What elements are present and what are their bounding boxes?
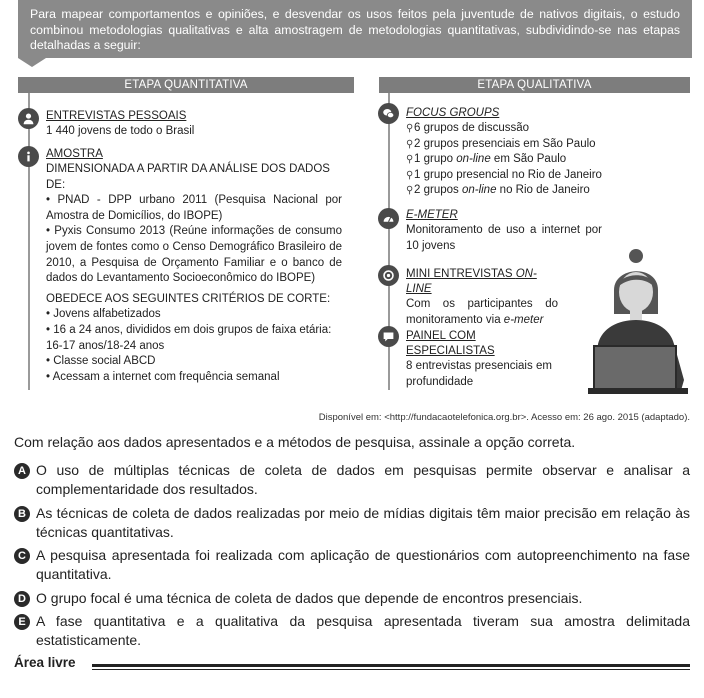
area-livre-rule-thin xyxy=(92,669,690,670)
option-b[interactable] xyxy=(14,504,690,542)
amostra-title: AMOSTRA xyxy=(46,148,103,160)
question-text: Com relação aos dados apresentados e a métodos de pesquisa, assinale a opção correta. xyxy=(14,434,576,450)
option-text: A pesquisa apresentada foi realizada com aplicação de questionários com autopreenchimento na fase quantitativa. xyxy=(36,547,690,582)
block-focus-groups xyxy=(406,106,606,199)
target-icon xyxy=(378,265,399,286)
focus-item: ⚲6 grupos de discussão xyxy=(406,121,606,137)
chat-bubbles-icon xyxy=(378,103,399,124)
criteria-item: • Classe social ABCD xyxy=(46,355,156,368)
header-etapa-quantitativa: ETAPA QUANTITATIVA xyxy=(18,77,354,93)
option-text: As técnicas de coleta de dados realizadas por meio de mídias digitais têm maior precisão em relação às técnicas quantitativas. xyxy=(36,505,690,540)
criteria-item: • Acessam a internet com frequência semanal xyxy=(46,370,280,383)
location-pin-icon: ⚲ xyxy=(406,169,414,181)
option-c[interactable] xyxy=(14,546,690,584)
block-painel-especialistas xyxy=(406,329,552,390)
amostra-item-pnad: • PNAD - DPP urbano 2011 (Pesquisa Nacional por Amostra de Domicílios, do IBOPE) xyxy=(46,194,342,222)
location-pin-icon: ⚲ xyxy=(406,154,414,166)
block-e-meter xyxy=(406,208,602,254)
option-letter-badge: D xyxy=(14,591,30,607)
block-entrevistas-pessoais xyxy=(46,109,346,140)
mini-entrevistas-text: Com os participantes do monitoramento via e-meter xyxy=(406,298,558,326)
location-pin-icon: ⚲ xyxy=(406,123,414,134)
block-mini-entrevistas xyxy=(406,267,558,328)
option-a[interactable] xyxy=(14,461,690,499)
focus-item: ⚲2 grupos presenciais em São Paulo xyxy=(406,137,606,153)
meter-icon xyxy=(378,208,399,229)
entrevistas-title: ENTREVISTAS PESSOAIS xyxy=(46,110,187,122)
timeline-left xyxy=(28,93,30,390)
option-text: O grupo focal é uma técnica de coleta de dados que depende de encontros presenciais. xyxy=(36,590,583,606)
criteria-item: • Jovens alfabetizados xyxy=(46,308,161,321)
option-text: O uso de múltiplas técnicas de coleta de dados em pesquisas permite observar e analisar a complementaridade dos resultados. xyxy=(36,462,690,497)
criteria-item: • 16 a 24 anos, divididos em dois grupos de faixa etária: 16-17 anos/18-24 anos xyxy=(46,323,332,352)
painel-title: PAINEL COM ESPECIALISTAS xyxy=(406,330,495,357)
location-pin-icon: ⚲ xyxy=(406,185,414,197)
area-livre-rule xyxy=(92,664,690,667)
intro-banner-tail xyxy=(18,58,46,67)
header-etapa-qualitativa: ETAPA QUALITATIVA xyxy=(379,77,690,93)
painel-text: 8 entrevistas presenciais em profundidade xyxy=(406,360,552,388)
intro-banner xyxy=(18,0,692,58)
option-letter-badge: A xyxy=(14,463,30,479)
option-text: A fase quantitativa e a qualitativa da pesquisa apresentada tiveram sua amostra delimitada estatisticamente. xyxy=(36,613,690,648)
speech-bubble-icon xyxy=(378,326,399,347)
person-icon xyxy=(18,108,39,129)
block-amostra xyxy=(46,147,342,385)
focus-item: ⚲1 grupo on-line em São Paulo xyxy=(406,152,606,168)
option-d[interactable] xyxy=(14,589,690,608)
e-meter-text: Monitoramento de uso a internet por 10 jovens xyxy=(406,224,602,252)
option-e[interactable] xyxy=(14,612,690,650)
area-livre-label: Área livre xyxy=(14,655,76,670)
criteria-title: OBEDECE AOS SEGUINTES CRITÉRIOS DE CORTE: xyxy=(46,292,331,305)
focus-item: ⚲1 grupo presencial no Rio de Janeiro xyxy=(406,168,606,184)
intro-text: Para mapear comportamentos e opiniões, e desvendar os usos feitos pela juventude de nativos digitais, o estudo combinou metodologias qualitativas e alta amostragem de metodologias quantitativas, subdividindo-se nas etapas detalhadas a seguir: xyxy=(30,7,680,52)
amostra-item-pyxis: • Pyxis Consumo 2013 (Reúne informações de consumo jovem de fontes como o Censo Demográfico Brasileiro de 2010, a Pesquisa de Orçamento Familiar e o banco de dados do Levantamento Socioeconômico do IBOPE) xyxy=(46,225,342,285)
mini-entrevistas-title: MINI ENTREVISTAS ON-LINE xyxy=(406,268,537,295)
person-laptop-illustration xyxy=(588,244,692,394)
focus-groups-title: FOCUS GROUPS xyxy=(406,107,500,119)
location-pin-icon: ⚲ xyxy=(406,138,414,150)
option-letter-badge: E xyxy=(14,614,30,630)
option-letter-badge: B xyxy=(14,506,30,522)
entrevistas-text: 1 440 jovens de todo o Brasil xyxy=(46,125,195,137)
focus-item: ⚲2 grupos on-line no Rio de Janeiro xyxy=(406,183,606,199)
amostra-subtitle: DIMENSIONADA A PARTIR DA ANÁLISE DOS DADOS DE: xyxy=(46,163,330,191)
option-letter-badge: C xyxy=(14,548,30,564)
e-meter-title: E-METER xyxy=(406,209,458,221)
info-icon xyxy=(18,146,39,167)
source-citation: Disponível em: <http://fundacaotelefonica.org.br>. Acesso em: 26 ago. 2015 (adaptado). xyxy=(318,412,690,423)
